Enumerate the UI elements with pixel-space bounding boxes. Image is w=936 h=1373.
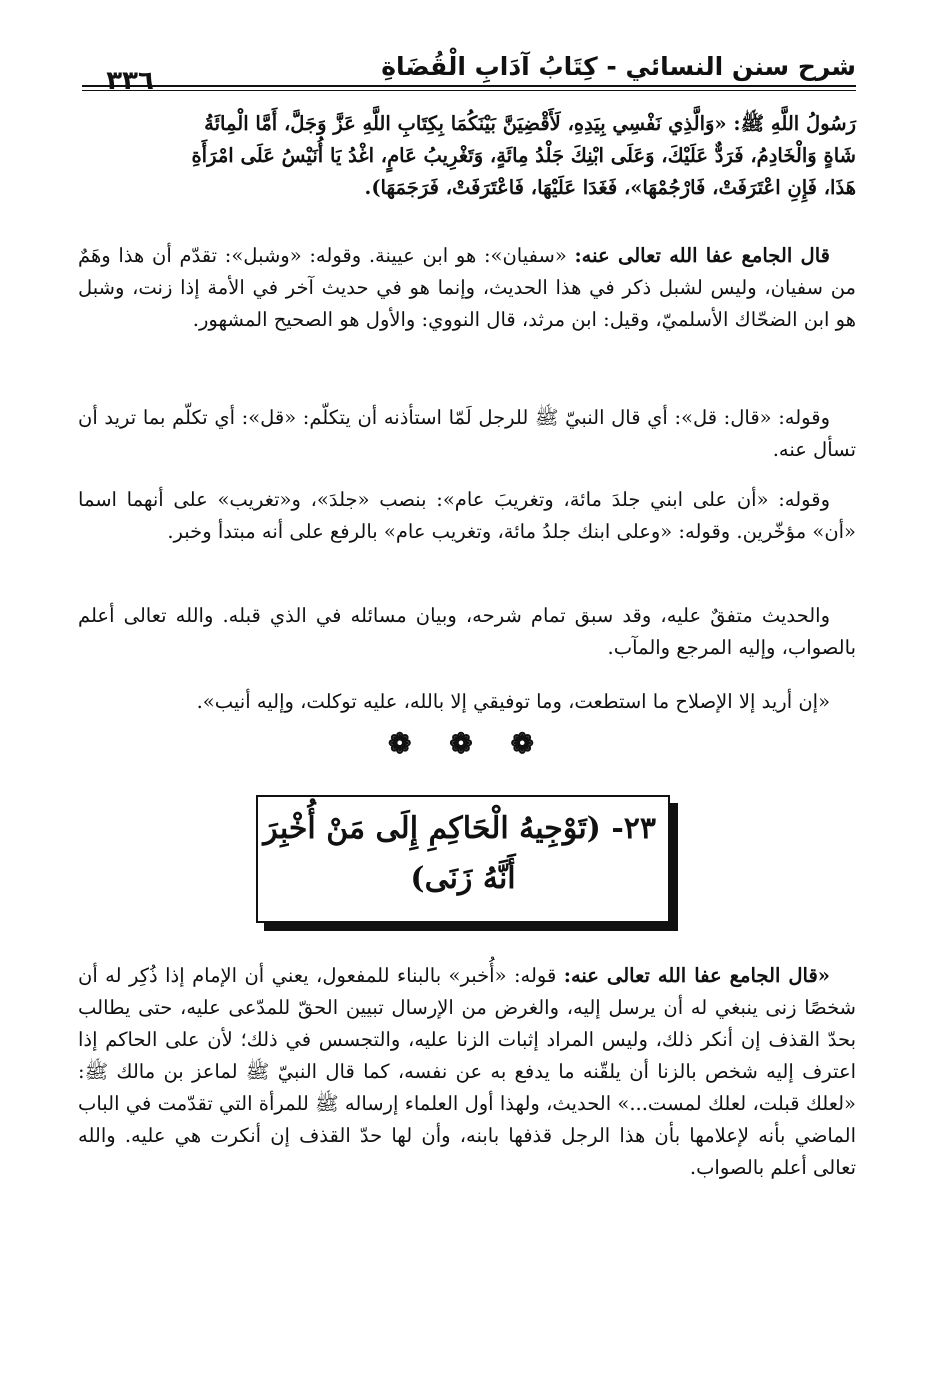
paragraph-text: والحديث متفقٌ عليه، وقد سبق تمام شرحه، وبيان مسائله في الذي قبله. والله تعالى أعلم بالصواب، وإليه المرجع والمآب. — [78, 604, 856, 659]
header-rule-thin — [82, 90, 856, 91]
chapter-commentary-lead: «قال الجامع عفا الله تعالى عنه: — [563, 964, 830, 987]
commentary-lead: قال الجامع عفا الله تعالى عنه: — [574, 244, 830, 267]
commentary-paragraph-5 — [78, 686, 856, 718]
page-number-box — [90, 62, 170, 100]
hadith-line-3: هَذَا، فَإِنِ اعْتَرَفَتْ، فَارْجُمْهَا»، فَغَدَا عَلَيْهَا، فَاعْتَرَفَتْ، فَرَجَمَهَا). — [364, 176, 856, 199]
commentary-paragraph-1 — [78, 240, 856, 336]
chapter-commentary — [78, 960, 856, 1184]
commentary-text: «سفيان»: هو ابن عيينة. وقوله: «وشبل»: تقدّم أن هذا وهَمٌ من سفيان، وليس لشبل ذكر في هذا الحديث، وإنما هو في حديث آخر في الأمة إذا زنت، وشبل هو ابن الضحّاك الأسلميّ، وقيل: ابن مرثد، قال النووي: والأول هو الصحيح المشهور. — [78, 244, 856, 331]
section-separator: ❁ ❁ ❁ — [388, 727, 548, 760]
header-title: شرح سنن النسائي - كِتَابُ آدَابِ الْقُضَاةِ — [381, 52, 856, 81]
running-header — [82, 48, 856, 94]
chapter-heading-line-1: ٢٣- (تَوْجِيهُ الْحَاكِمِ إِلَى مَنْ أُخْبِرَ — [263, 811, 656, 846]
commentary-paragraph-2 — [78, 402, 856, 466]
hadith-text — [78, 108, 856, 204]
paragraph-text: «إن أريد إلا الإصلاح ما استطعت، وما توفيقي إلا بالله، عليه توكلت، وإليه أنيب». — [196, 690, 830, 713]
chapter-commentary-text: قوله: «أُخبر» بالبناء للمفعول، يعني أن الإمام إذا ذُكِر له أن شخصًا زنى ينبغي له أن يرسل إليه، والغرض من الإرسال تبيين الحقّ للمدّعى عليه، حتى يطالب بحدّ القذف إن أنكر ذلك، وليس المراد إثبات الزنا عليه، والتجسس في ذلك؛ لأن على الحاكم إذا اعترف إليه شخص بالزنا أن يلقّنه ما يدفع به عن نفسه، كما قال النبيّ ﷺ لماعز بن مالك ﷺ: «لعلك قبلت، لعلك لمست...» الحديث، ولهذا أول العلماء إرساله ﷺ للمرأة التي تقدّمت في الباب الماضي بأنه لإعلامها بأن هذا الرجل قذفها بابنه، وأن لها حدّ القذف إن أنكرت هي عليه. والله تعالى أعلم بالصواب. — [78, 964, 856, 1179]
page-number: ٣٣٦ — [106, 66, 154, 96]
header-rule — [82, 85, 856, 87]
paragraph-text: وقوله: «قال: قل»: أي قال النبيّ ﷺ للرجل لَمّا استأذنه أن يتكلّم: «قل»: أي تكلّم بما تريد أن تسأل عنه. — [78, 406, 856, 461]
chapter-heading-line-2: أَنَّهُ زَنَى) — [410, 861, 516, 896]
chapter-heading-box — [256, 795, 670, 923]
paragraph-text: وقوله: «أن على ابني جلدَ مائة، وتغريبَ عام»: بنصب «جلدَ»، و«تغريب» على أنهما اسما «أن» مؤخّرين. وقوله: «وعلى ابنك جلدُ مائة، وتغريب عام» بالرفع على أنه مبتدأ وخبر. — [78, 488, 856, 543]
hadith-line-1: رَسُولُ اللَّهِ ﷺ: «وَالَّذِي نَفْسِي بِيَدِهِ، لَأَقْضِيَنَّ بَيْنَكُمَا بِكِتَابِ اللَّهِ عَزَّ وَجَلَّ، أَمَّا الْمِائَةُ — [204, 112, 856, 135]
commentary-paragraph-4 — [78, 600, 856, 664]
commentary-paragraph-3 — [78, 484, 856, 548]
hadith-line-2: شَاةٍ وَالْخَادِمُ، فَرَدٌّ عَلَيْكَ، وَعَلَى ابْنِكَ جَلْدُ مِائَةٍ، وَتَغْرِيبُ عَامٍ، اغْدُ يَا أُنَيْسُ عَلَى امْرَأَةِ — [191, 144, 856, 167]
